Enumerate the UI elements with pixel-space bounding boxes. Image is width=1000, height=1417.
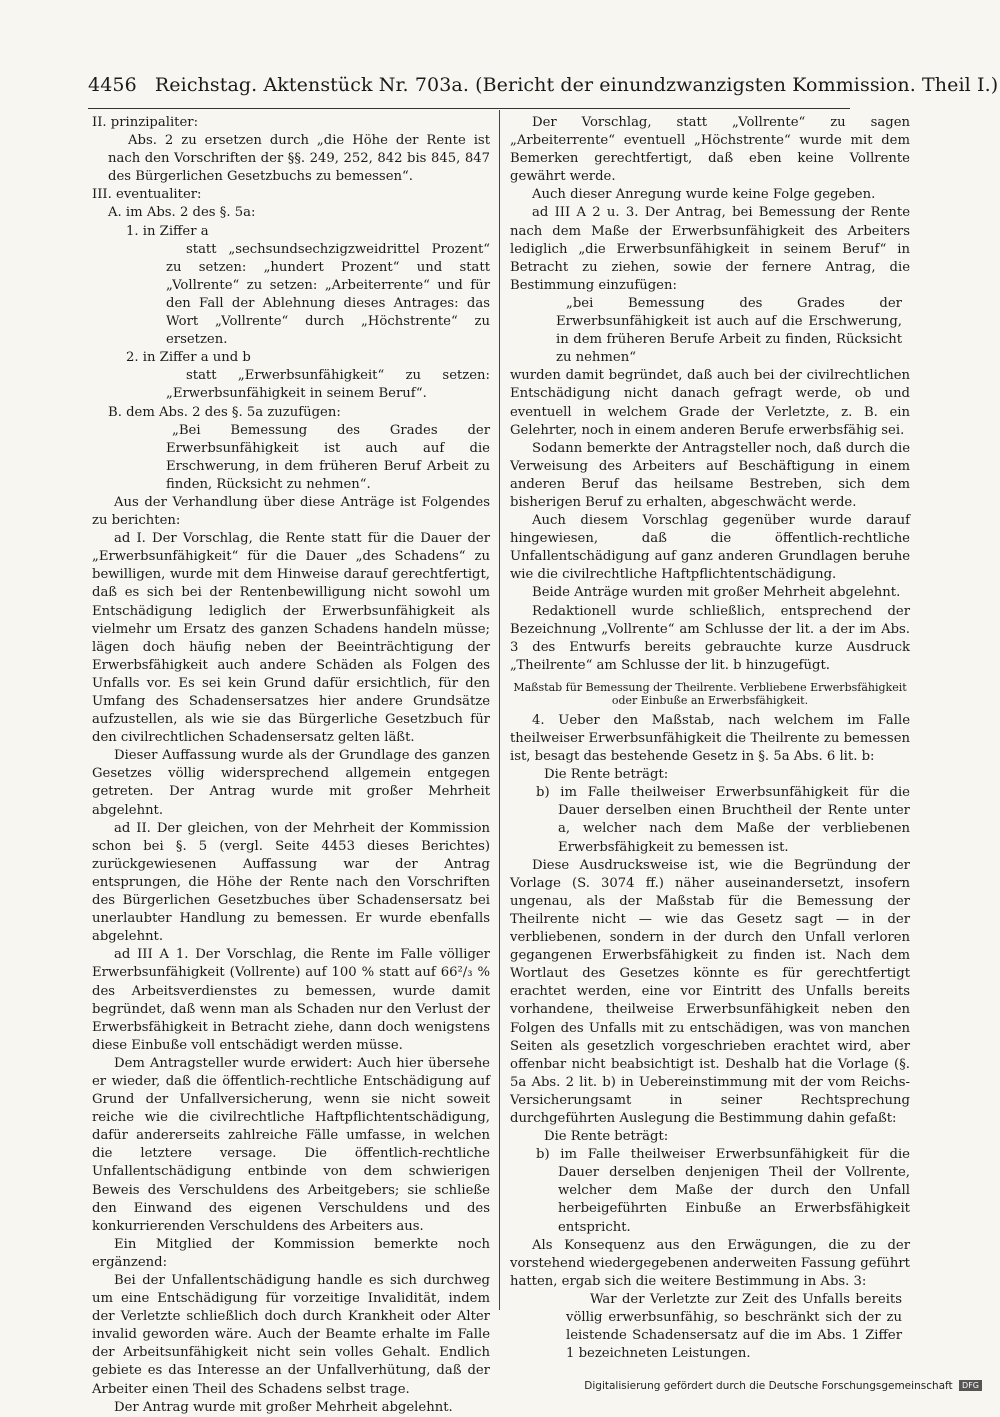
paragraph: Dem Antragsteller wurde erwidert: Auch hier übersehe er wieder, daß die öffentlich-rechtliche Entschädigung auf Grund der Unfallversicherung, wenn sie nicht soweit reiche wie die civilrechtliche Haftpflichtentschädigung, dafür andererseits zahlreiche Fälle umfasse, in welchen die letztere versage. Die öffentlich-rechtliche Unfallentschädigung entbinde von dem schwierigen Beweis des Verschuldens des Arbeitgebers; sie schließe den Einwand des eigenen Verschuldens und des konkurrierenden Verschuldens des Arbeiters aus.: [92, 1055, 490, 1234]
right-column: [510, 114, 910, 1363]
digitization-credit: [584, 1380, 982, 1392]
paragraph: Die Rente beträgt:: [544, 1129, 669, 1145]
page-number: 4456: [88, 74, 137, 96]
footer-text: Digitalisierung gefördert durch die Deutsche Forschungsgemeinschaft: [584, 1380, 953, 1392]
left-column: [92, 114, 490, 1417]
paragraph: ad II. Der gleichen, von der Mehrheit der Kommission schon bei §. 5 (vergl. Seite 4453 dieses Berichtes) zurückgewiesenen Auffassung war der Antrag entsprungen, die Höhe der Rente nach den Vorschriften des Bürgerlichen Gesetzbuches über Schadensersatz bei unerlaubter Handlung zu bemessen. Er wurde ebenfalls abgelehnt.: [92, 820, 490, 945]
paragraph: Diese Ausdrucksweise ist, wie die Begründung der Vorlage (S. 3074 ff.) näher auseinandersetzt, insofern ungenau, als der Maßstab für die Bemessung der Theilrente nicht — wie das Gesetz sagt — in der verbliebenen, sondern in der durch den Unfall verloren gegangenen Erwerbsfähigkeit zu finden ist. Nach dem Wortlaut des Gesetzes könnte es für gerechtfertigt erachtet werden, eine vor Eintritt des Unfalls bereits vorhandene, theilweise Erwerbsunfähigkeit neben den Folgen des Unfalls mit zu entschädigen, was von manchen Seiten als gesetzlich vorgeschrieben erachtet wird, aber offenbar nicht beabsichtigt ist. Deshalb hat die Vorlage (§. 5a Abs. 2 lit. b) in Uebereinstimmung mit der vom Reichs-Versicherungsamt in seiner Rechtsprechung durchgeführten Auslegung die Bestimmung dahin gefaßt:: [510, 857, 910, 1126]
paragraph: ad I. Der Vorschlag, die Rente statt für die Dauer der „Erwerbsunfähigkeit“ für die Dauer „des Schadens“ zu bewilligen, wurde mit dem Hinweise darauf gerechtfertigt, daß es sich bei der Rentenbewilligung nicht sowohl um Entschädigung lediglich der Erwerbsunfähigkeit als vielmehr um Ersatz des ganzen Schadens handeln müsse; lägen doch häufig neben der Beeinträchtigung der Erwerbsfähigkeit auch andere Schäden als Folgen des Unfalls vor. Es sei kein Grund dafür ersichtlich, für den Umfang des Schadensersatzes hier andere Grundsätze aufzustellen, als wie sie das Bürgerliche Gesetzbuch für den civilrechtlichen Schadensersatz gelten läßt.: [92, 531, 490, 746]
paragraph: ad III A 1. Der Vorschlag, die Rente im Falle völliger Erwerbsunfähigkeit (Vollrente) auf 100 % statt auf 66²/₃ % des Arbeitsverdienstes zu bemessen, wurde damit begründet, daß wenn man als Schaden nur den Verlust der Erwerbsfähigkeit in Betracht ziehe, dann doch wenigstens diese Einbuße voll entschädigt werden müsse.: [92, 947, 490, 1053]
paragraph: 1. in Ziffer a: [126, 223, 209, 239]
paragraph: Sodann bemerkte der Antragsteller noch, daß durch die Verweisung des Arbeiters auf Beschäftigung in einem anderen Beruf das heilsame Bestreben, sich dem bisherigen Beruf zu erhalten, abgeschwächt werde.: [510, 440, 910, 510]
paragraph: Aus der Verhandlung über diese Anträge ist Folgendes zu berichten:: [92, 494, 490, 529]
header-rule: [88, 108, 850, 109]
paragraph: Auch dieser Anregung wurde keine Folge gegeben.: [532, 187, 876, 203]
paragraph: wurden damit begründet, daß auch bei der civilrechtlichen Entschädigung nicht danach gefragt werde, ob und eventuell in welchem Grade der Verletzte, z. B. ein Gelehrter, noch in einem anderen Berufe erwerbsfähig sei.: [510, 368, 910, 438]
paragraph: Beide Anträge wurden mit großer Mehrheit abgelehnt.: [532, 585, 901, 601]
paragraph: Die Rente beträgt:: [544, 767, 669, 783]
column-divider: [499, 110, 500, 1310]
paragraph: Ein Mitglied der Kommission bemerkte noch ergänzend:: [92, 1236, 490, 1270]
paragraph: II. prinzipaliter:: [92, 115, 199, 130]
paragraph: Dieser Auffassung wurde als der Grundlage des ganzen Gesetzes völlig widersprechend allgemein entgegen getreten. Der Antrag wurde mit großer Mehrheit abgelehnt.: [92, 748, 490, 818]
paragraph: III. eventualiter:: [92, 187, 202, 203]
paragraph: B. dem Abs. 2 des §. 5a zuzufügen:: [108, 404, 341, 420]
paragraph: Redaktionell wurde schließlich, entsprechend der Bezeichnung „Vollrente“ am Schlusse der lit. a der im Abs. 3 des Entwurfs bereits gebrauchte kurze Ausdruck „Theilrente“ am Schlusse der lit. b hinzugefügt.: [510, 603, 910, 673]
paragraph: statt „Erwerbsunfähigkeit“ zu setzen: „Erwerbsunfähigkeit in seinem Beruf“.: [166, 368, 490, 402]
quote-paragraph: „bei Bemessung des Grades der Erwerbsunfähigkeit ist auch auf die Erschwerung, in dem früheren Berufe Arbeit zu finden, Rücksicht zu nehmen“: [556, 295, 902, 366]
paragraph: 2. in Ziffer a und b: [126, 350, 251, 366]
paragraph: ad III A 2 u. 3. Der Antrag, bei Bemessung der Rente nach dem Maße der Erwerbsunfähigkeit des Arbeiters lediglich „die Erwerbsunfähigkeit in seinem Beruf“ in Betracht zu ziehen, sowie der fernere Antrag, die Bestimmung einzufügen:: [510, 205, 910, 293]
list-item: b) im Falle theilweiser Erwerbsunfähigkeit für die Dauer derselben denjenigen Theil der Vollrente, welcher dem Maße der durch den Unfall herbeigeführten Einbuße an Erwerbsfähigkeit entspricht.: [536, 1147, 910, 1235]
header-title: Reichstag. Aktenstück Nr. 703a. (Bericht der einundzwanzigsten Kommission. Theil I.): [154, 74, 999, 96]
paragraph: 4. Ueber den Maßstab, nach welchem im Falle theilweiser Erwerbsunfähigkeit die Theilrente zu bemessen ist, besagt das bestehende Gesetz in §. 5a Abs. 6 lit. b:: [510, 712, 910, 765]
paragraph: Bei der Unfallentschädigung handle es sich durchweg um eine Entschädigung für vorzeitige Invalidität, indem der Verletzte schließlich doch durch Krankheit oder Alter invalid geworden wäre. Auch der Beamte erhalte im Falle der Arbeitsunfähigkeit nicht sein volles Gehalt. Endlich gebiete es das Interesse an der Unfallverhütung, daß der Arbeiter einen Theil des Schadens selbst trage.: [92, 1273, 490, 1397]
paragraph: statt „sechsundsechzigzweidrittel Prozent“ zu setzen: „hundert Prozent“ und statt „Vollrente“ zu setzen: „Arbeiterrente“ und für den Fall der Ablehnung dieses Antrages: das Wort „Vollrente“ durch „Höchstrente“ zu ersetzen.: [166, 241, 490, 348]
list-item: b) im Falle theilweiser Erwerbsunfähigkeit für die Dauer derselben einen Bruchtheil der Rente unter a, welcher nach dem Maße der verbliebenen Erwerbsfähigkeit zu bemessen ist.: [536, 785, 910, 855]
quote-paragraph: War der Verletzte zur Zeit des Unfalls bereits völlig erwerbsunfähig, so beschränkt sich der zu leistende Schadensersatz auf die im Abs. 1 Ziffer 1 bezeichneten Leistungen.: [566, 1291, 902, 1362]
quote-paragraph: „Bei Bemessung des Grades der Erwerbsunfähigkeit ist auch auf die Erschwerung, in dem früheren Beruf Arbeit zu finden, Rücksicht zu nehmen“.: [166, 422, 490, 492]
running-header: [88, 74, 999, 96]
paragraph: Der Vorschlag, statt „Vollrente“ zu sagen „Arbeiterrente“ eventuell „Höchstrente“ wurde mit dem Bemerken gerechtfertigt, daß eben keine Vollrente gewährt werde.: [510, 115, 910, 185]
dfg-logo: DFG: [959, 1380, 982, 1391]
paragraph: Auch diesem Vorschlag gegenüber wurde darauf hingewiesen, daß die öffentlich-rechtliche Unfallentschädigung auf ganz anderen Grundlagen beruhe wie die civilrechtliche Haftpflichtentschädigung.: [510, 513, 910, 583]
paragraph: Der Antrag wurde mit großer Mehrheit abgelehnt.: [114, 1399, 453, 1415]
side-heading: Maßstab für Bemessung der Theilrente. Verbliebene Erwerbsfähigkeit oder Einbuße an Erwerbsfähigkeit.: [513, 680, 907, 708]
paragraph: Als Konsequenz aus den Erwägungen, die zu der vorstehend wiedergegebenen anderweiten Fassung geführt hatten, ergab sich die weitere Bestimmung in Abs. 3:: [510, 1237, 910, 1289]
paragraph: A. im Abs. 2 des §. 5a:: [108, 205, 256, 221]
paragraph: Abs. 2 zu ersetzen durch „die Höhe der Rente ist nach den Vorschriften der §§. 249, 252, 842 bis 845, 847 des Bürgerlichen Gesetzbuchs zu bemessen“.: [108, 133, 490, 185]
